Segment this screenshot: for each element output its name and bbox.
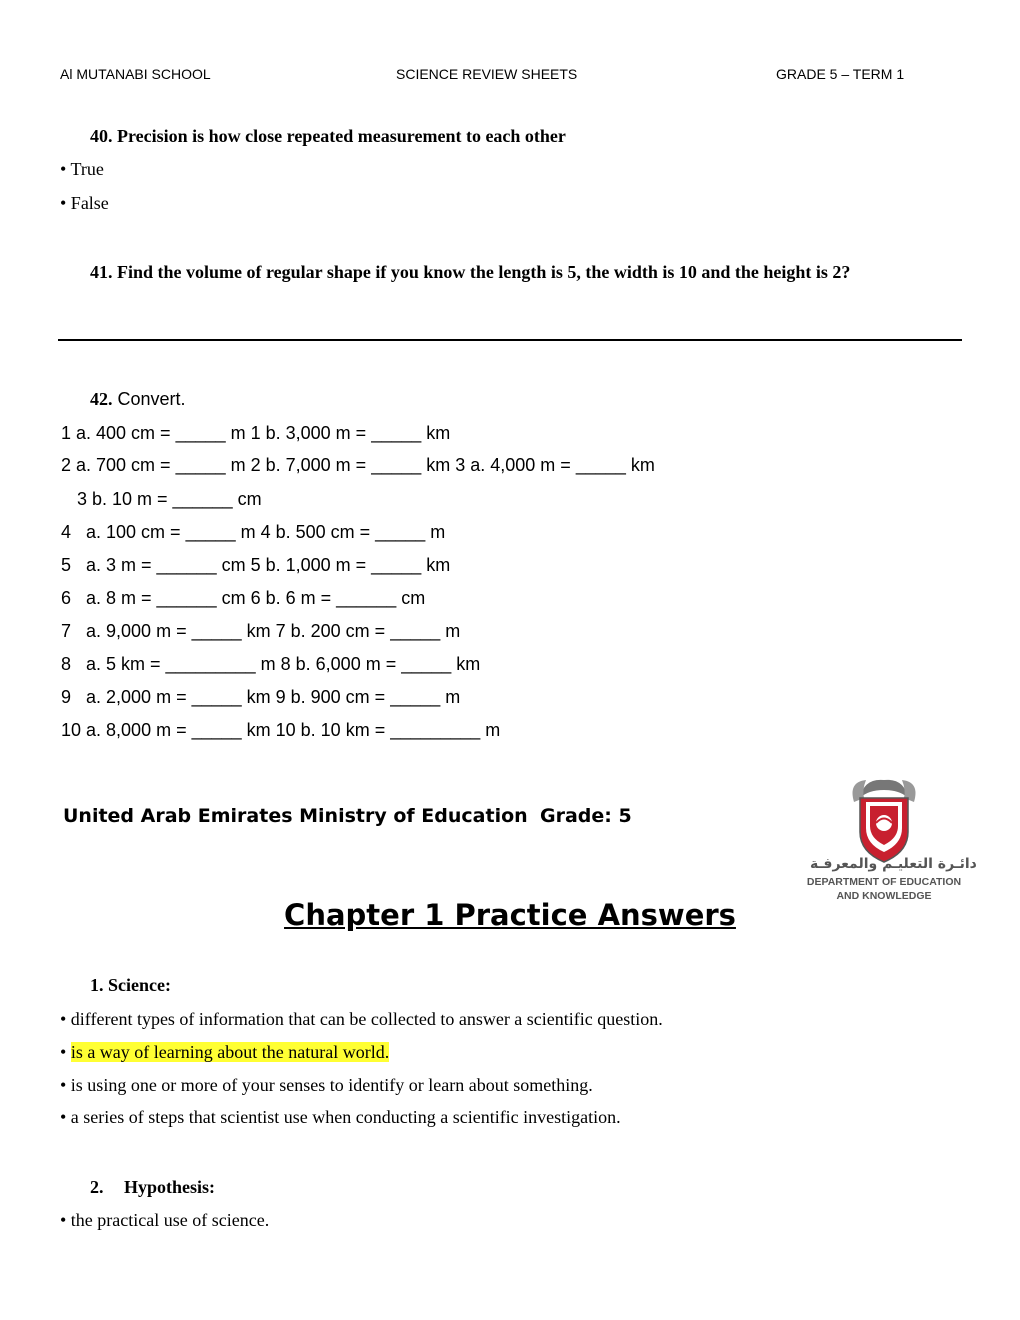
- question-40-title: 40. Precision is how close repeated measurement to each other: [90, 126, 566, 146]
- header-school: Al MUTANABI SCHOOL: [60, 66, 211, 82]
- convert-line: 10 a. 8,000 m = _____ km 10 b. 10 km = _________ m: [61, 720, 501, 740]
- grade-label: Grade: 5: [540, 805, 632, 827]
- bullet: •: [60, 1042, 71, 1062]
- answer-line: [58, 339, 962, 341]
- convert-line: 1 a. 400 cm = _____ m 1 b. 3,000 m = _____ km: [61, 423, 451, 443]
- convert-line: 9 a. 2,000 m = _____ km 9 b. 900 cm = _____ m: [61, 687, 461, 707]
- convert-line: 5 a. 3 m = ______ cm 5 b. 1,000 m = _____ km: [61, 555, 451, 575]
- convert-line: 2 a. 700 cm = _____ m 2 b. 7,000 m = _____ km 3 a. 4,000 m = _____ km: [61, 455, 655, 475]
- header-subject: SCIENCE REVIEW SHEETS: [396, 66, 578, 82]
- section-1-option: • is using one or more of your senses to identify or learn about something.: [60, 1075, 593, 1095]
- logo-text-line2: AND KNOWLEDGE: [836, 890, 932, 902]
- section-1-option: • different types of information that can be collected to answer a scientific question.: [60, 1009, 663, 1029]
- section-1-title: 1. Science:: [90, 975, 171, 995]
- section-2-option: • the practical use of science.: [60, 1210, 270, 1230]
- convert-line: 8 a. 5 km = _________ m 8 b. 6,000 m = _____ km: [61, 654, 481, 674]
- chapter-title: Chapter 1 Practice Answers: [284, 898, 736, 932]
- convert-line: 3 b. 10 m = ______ cm: [77, 489, 262, 509]
- ministry-name: United Arab Emirates Ministry of Education: [63, 805, 528, 827]
- convert-line: 4 a. 100 cm = _____ m 4 b. 500 cm = _____ m: [61, 522, 446, 542]
- section-1-option: • a series of steps that scientist use when conducting a scientific investigation.: [60, 1107, 621, 1127]
- question-42-title: [90, 389, 186, 410]
- question-42-number: 42.: [90, 389, 113, 409]
- logo-arabic-text: دائـرة التعليـم والمعرفـة: [810, 856, 977, 872]
- department-logo: [804, 776, 977, 908]
- section-1-option-highlighted: [60, 1042, 389, 1063]
- header-grade-term: GRADE 5 – TERM 1: [776, 66, 905, 82]
- question-40-option-false: • False: [60, 193, 109, 213]
- section-2-title: Hypothesis:: [124, 1177, 216, 1197]
- convert-line: 6 a. 8 m = ______ cm 6 b. 6 m = ______ cm: [61, 588, 426, 608]
- question-40-option-true: • True: [60, 159, 104, 179]
- logo-text-line1: DEPARTMENT OF EDUCATION: [806, 876, 962, 888]
- question-42-label: Convert.: [112, 389, 186, 409]
- convert-line: 7 a. 9,000 m = _____ km 7 b. 200 cm = _____ m: [61, 621, 461, 641]
- emblem-icon: [804, 776, 977, 908]
- question-41-title: 41. Find the volume of regular shape if you know the length is 5, the width is 10 and the height is 2?: [90, 262, 851, 282]
- highlighted-answer: is a way of learning about the natural world.: [70, 1042, 390, 1062]
- section-2-number: 2.: [90, 1177, 104, 1197]
